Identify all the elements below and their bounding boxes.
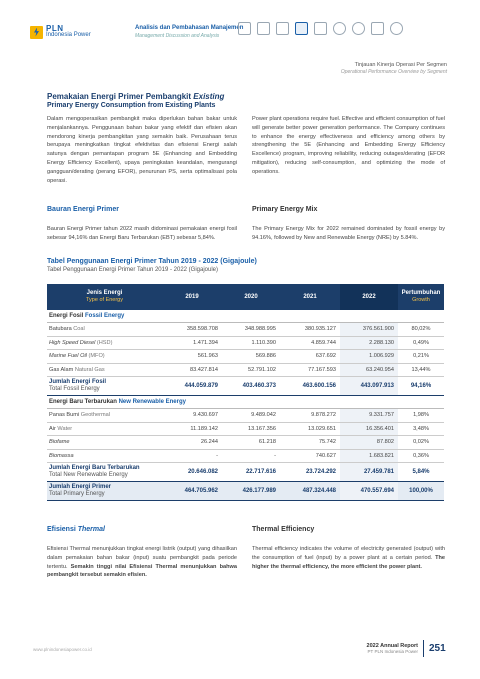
row-label-id: Air (49, 425, 56, 432)
cell-growth: 0,21% (413, 353, 429, 360)
cell-2020: 569.886 (255, 353, 276, 360)
row-label-id: Biofame (49, 439, 70, 446)
thermal-text-id-bold: Semakin tinggi nilai Efisiensi Thermal menunjukkan bahwa pembangkit tersebut semakin efisien. (47, 563, 237, 579)
row-label (47, 340, 162, 346)
cell-growth: 1,98% (413, 412, 429, 419)
cell-2022: 63.240.954 (340, 364, 398, 377)
cell-growth: 5,84% (412, 469, 430, 475)
header-growth-en: Growth (412, 297, 430, 303)
thermal-title-prefix: Efisiensi (47, 526, 78, 533)
cell-2019: 1.471.394 (193, 339, 218, 346)
cell-growth: 80,02% (411, 326, 431, 333)
footer-divider (423, 640, 424, 657)
thermal-title-id (47, 525, 105, 534)
cell-2022: 16.356.401 (340, 423, 398, 436)
primary-energy-table (47, 284, 444, 501)
row-label-en: Total New Renewable Energy (49, 472, 128, 478)
nav-chapter-1-icon[interactable] (238, 22, 251, 35)
cell-2019: 26.244 (200, 439, 218, 446)
header-type (47, 290, 162, 304)
table-row (47, 364, 444, 378)
energy-mix-text-id: Bauran Energi Primer tahun 2022 masih didominasi pemakaian energi fosil sebesar 94,16% dan Energi Baru Terbarukan (EBT) sebesar 5,84%. (47, 226, 237, 241)
cell-2020: 13.167.356 (248, 425, 276, 432)
nav-chapter-6-icon[interactable] (333, 22, 346, 35)
cell-2021: 637.692 (315, 353, 336, 360)
cell-2019: 9.430.697 (193, 412, 218, 419)
footer-url[interactable]: www.plnindonesiapower.co.id (33, 647, 92, 652)
cell-2022: 1.683.821 (340, 450, 398, 463)
grand-total-row (47, 482, 444, 501)
footer-report (367, 643, 418, 655)
table-row (47, 423, 444, 437)
nav-chapter-9-icon[interactable] (390, 22, 403, 35)
cell-2021: 740.627 (315, 452, 336, 459)
thermal-text-en (252, 545, 445, 571)
cell-2020: 22.717.616 (245, 469, 276, 475)
fossil-category-id: Energi Fosil (49, 313, 84, 319)
page-title-prefix: Pemakaian Energi Primer Pembangkit (47, 92, 194, 101)
page-title (47, 92, 224, 110)
row-label (47, 326, 162, 332)
page-header (0, 0, 480, 62)
chapter-title-id: Analisis dan Pembahasan Manajemen (135, 25, 244, 31)
cell-2022: 87.802 (340, 436, 398, 449)
cell-growth: 3,48% (413, 425, 429, 432)
nre-total-row (47, 463, 444, 482)
cell-growth: 0,02% (413, 439, 429, 446)
header-2019: 2019 (185, 293, 199, 300)
cell-2022: 1.006.929 (340, 350, 398, 363)
cell-2021: 77.167.593 (308, 366, 336, 373)
cell-2021: 13.029.651 (308, 425, 336, 432)
row-label-en: Coal (73, 326, 85, 333)
row-label-en: (MFO) (88, 353, 105, 360)
cell-2020: 52.791.102 (248, 366, 276, 373)
header-growth-id: Pertumbuhan (401, 290, 441, 296)
pln-lightning-icon (30, 26, 43, 39)
footer-report-title: 2022 Annual Report (366, 643, 418, 649)
header-2022: 2022 (340, 284, 398, 310)
page-number: 251 (429, 643, 446, 654)
energy-mix-text-en: The Primary Energy Mix for 2022 remained dominated by fossil energy by 94.16%, followed by New and Renewable Energy (NRE) by 5.84%. (252, 226, 445, 241)
row-label-id: Marine Fuel Oil (49, 353, 87, 360)
cell-growth: 0,49% (413, 339, 429, 346)
cell-2020: 1.110.390 (251, 339, 276, 346)
row-label-en: Natural Gas (74, 366, 105, 373)
thermal-text-en-bold: The higher the thermal efficiency, the more efficient the power plant. (252, 554, 446, 570)
cell-2021: 463.600.156 (302, 383, 336, 389)
row-label-id: Panas Bumi (49, 412, 80, 419)
table-title-en: Tabel Penggunaan Energi Primer Tahun 2019 - 2022 (Gigajoule) (47, 267, 219, 273)
nav-chapter-3-icon[interactable] (276, 22, 289, 35)
cell-2020: - (274, 452, 276, 459)
header-type-id: Jenis Energi (86, 290, 123, 296)
thermal-title-italic: Thermal (77, 526, 105, 533)
row-label-id: Jumlah Energi Fosil (49, 379, 107, 385)
nav-chapter-2-icon[interactable] (257, 22, 270, 35)
chapter-title (135, 24, 243, 40)
row-label-en: (HSD) (96, 339, 113, 346)
cell-2019: 561.963 (197, 353, 218, 360)
section-ref-id: Tinjauan Kinerja Operasi Per Segmen (354, 62, 447, 68)
row-label (47, 426, 162, 432)
row-label-id: Jumlah Energi Primer (49, 484, 112, 490)
thermal-text-en-body: Thermal efficiency indicates the volume of electricity generated (output) with the consumption of fuel (input) by a power plant at a certain period. (252, 546, 445, 561)
logo-pln-text: PLN (46, 24, 64, 33)
thermal-title-en: Thermal Efficiency (252, 526, 315, 533)
nav-chapter-4-icon[interactable] (295, 22, 308, 35)
cell-2022: 27.459.781 (340, 463, 398, 481)
chapter-nav (238, 22, 403, 35)
cell-growth: 94,16% (410, 383, 432, 389)
cell-2021: 23.724.292 (305, 469, 336, 475)
cell-2019: 464.705.962 (184, 488, 218, 494)
page-title-italic: Existing (193, 92, 225, 101)
row-label (47, 453, 162, 459)
section-reference (341, 62, 447, 76)
header-growth (398, 290, 444, 304)
nre-category-id: Energi Baru Terbarukan (49, 399, 117, 405)
cell-2020: 426.177.989 (242, 488, 276, 494)
cell-2022: 443.097.913 (340, 377, 398, 395)
cell-growth: 0,36% (413, 452, 429, 459)
cell-2022: 2.288.130 (340, 337, 398, 350)
cell-2022: 470.557.694 (340, 482, 398, 500)
cell-2019: 358.598.708 (186, 326, 218, 333)
intro-text-en: Power plant operations require fuel. Effective and efficient consumption of fuel will generate better power generation performance. The Company continues to enhance the energy effectiveness and efficiency among others by strengthening the 5E (Enhancing and Embedding Energy Efficiency Excellence) program, improving reliability, reducing outages/derating (EFOR mitigation), reducing self-consumption, and optimizing the mode of operations. (252, 116, 445, 175)
cell-2019: 20.646.082 (187, 469, 218, 475)
header-2021: 2021 (303, 293, 317, 300)
chapter-title-en: Management Discussion and Analysis (135, 33, 220, 39)
cell-2021: 380.935.127 (304, 326, 336, 333)
page-subtitle: Primary Energy Consumption from Existing Plants (47, 102, 216, 109)
table-title (47, 258, 257, 274)
row-label (47, 412, 162, 418)
section-ref-en: Operational Performance Overview by Segment (340, 69, 447, 75)
thermal-text-id-body: Efisiensi Thermal menunjukkan tingkat energi listrik (output) yang dihasilkan dalam pemakaian bahan bakar (input) suatu pembangkit pada periode tertentu. (47, 546, 237, 570)
table-row (47, 450, 444, 464)
nav-chapter-5-icon[interactable] (314, 22, 327, 35)
fossil-category-en: Fossil Energy (85, 313, 125, 319)
row-label-en: Water (57, 425, 73, 432)
cell-2021: 75.742 (318, 439, 336, 446)
row-label (47, 439, 162, 445)
company-logo[interactable] (30, 25, 91, 39)
thermal-text-id (47, 545, 237, 580)
cell-2022: 9.331.757 (340, 409, 398, 422)
intro-text-id: Dalam mengoperasikan pembangkit maka diperlukan bahan bakar untuk menjalankannya. Penggunaan bahan bakar yang efektif dan efisien akan mendorong kinerja pembangkitan yang semakin baik. Perusahaan terus berupaya meningkatkan tingkat efektivitas dan efisiensi Energi salah satunya dengan pemantapan program 5E (Enhancing and Embedding Energy Efficiency Excellent), upaya peningkatan keandalan, mengurangi gangguan/derating (perang EFOR), penurunan PS, serta optimalisasi pola operasi. (47, 116, 237, 184)
cell-2021: 4.859.744 (311, 339, 336, 346)
fossil-category (47, 310, 444, 323)
table-title-id: Tabel Penggunaan Energi Primer Tahun 2019 - 2022 (Gigajoule) (47, 258, 257, 265)
row-label-id: Jumlah Energi Baru Terbarukan (49, 465, 140, 471)
nre-category (47, 396, 444, 409)
cell-2019: 11.189.142 (190, 425, 218, 432)
table-row (47, 409, 444, 423)
cell-2020: 61.218 (258, 439, 276, 446)
table-row (47, 350, 444, 364)
logo-subtitle: Indonesia Power (46, 32, 91, 38)
cell-2021: 487.324.448 (302, 488, 336, 494)
cell-growth: 13,44% (411, 366, 431, 373)
cell-2022: 376.561.900 (340, 323, 398, 336)
row-label-id: Biomassa (49, 452, 74, 459)
row-label-id: High Speed Diesel (49, 339, 96, 346)
row-label-en: Geothermal (80, 412, 110, 419)
cell-2019: - (216, 452, 218, 459)
nav-chapter-8-icon[interactable] (371, 22, 384, 35)
row-label-id: Gas Alam (49, 366, 74, 373)
cell-growth: 100,00% (409, 488, 433, 494)
row-label-en: Total Fossil Energy (49, 386, 100, 392)
nav-chapter-7-icon[interactable] (352, 22, 365, 35)
energy-mix-title-id: Bauran Energi Primer (47, 206, 119, 213)
cell-2021: 9.878.272 (311, 412, 336, 419)
row-label-en: Total Primary Energy (49, 491, 105, 497)
cell-2020: 348.988.995 (244, 326, 276, 333)
row-label (47, 367, 162, 373)
table-row (47, 436, 444, 450)
cell-2019: 83.427.814 (190, 366, 218, 373)
header-type-en: Type of Energy (86, 297, 123, 303)
table-row (47, 337, 444, 351)
header-2020: 2020 (244, 293, 258, 300)
footer-company: PT PLN Indonesia Power (367, 649, 418, 654)
cell-2020: 403.460.373 (242, 383, 276, 389)
table-header (47, 284, 444, 310)
cell-2019: 444.059.879 (184, 383, 218, 389)
row-label-id: Batubara (49, 326, 72, 333)
row-label (47, 353, 162, 359)
table-row (47, 323, 444, 337)
fossil-total-row (47, 377, 444, 396)
cell-2020: 9.489.042 (251, 412, 276, 419)
energy-mix-title-en: Primary Energy Mix (252, 206, 318, 213)
nre-category-en: New Renewable Energy (118, 399, 186, 405)
